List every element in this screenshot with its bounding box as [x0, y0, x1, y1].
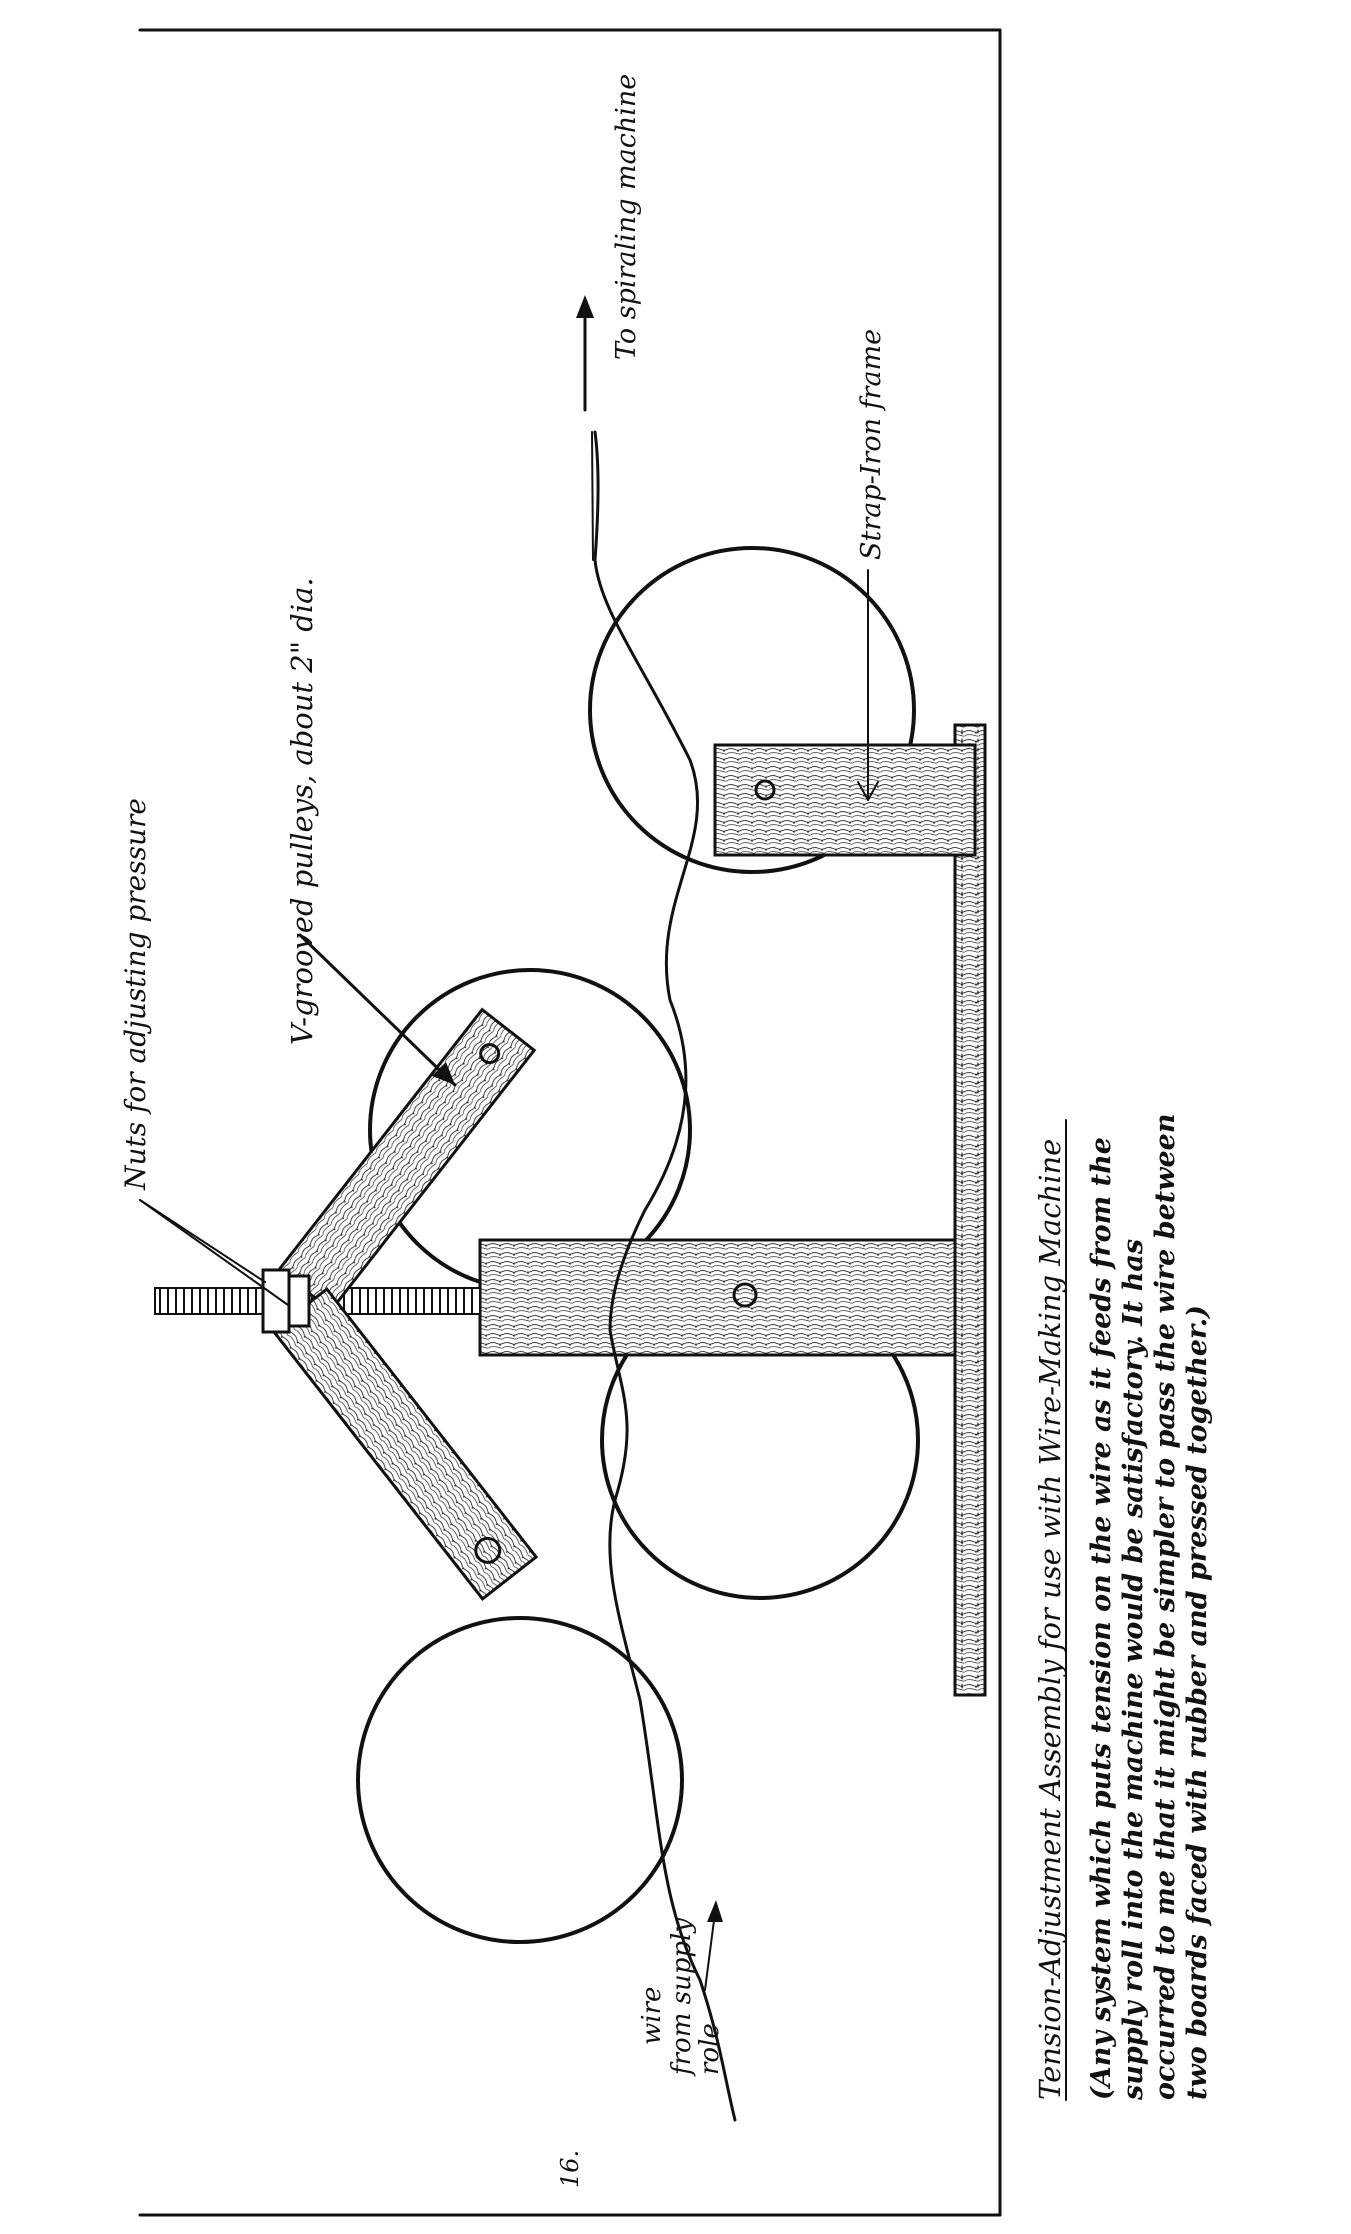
caption-note-line-1: (Any system which puts tension on the wire as it feeds from the [1086, 1137, 1117, 2100]
pulley-leader-line [300, 935, 455, 1085]
caption-note-line-3: occurred to me that it might be simpler to pass the wire between [1150, 1113, 1181, 2100]
label-nuts: Nuts for adjusting pressure [119, 798, 152, 1190]
label-strap-iron-frame: Strap-Iron frame [856, 328, 887, 560]
adjusting-nuts [263, 1270, 309, 1332]
caption-note-line-2: supply roll into the machine would be satisfactory. It has [1118, 1238, 1149, 2100]
pulley-left [358, 1618, 682, 1942]
page-number: 16. [556, 2149, 584, 2188]
label-wire-from-2: from supply [667, 1917, 697, 2075]
caption-title: Tension-Adjustment Assembly for use with Wire-Making Machine [1033, 1138, 1067, 2100]
label-wire-from-3: role [695, 2023, 725, 2075]
caption-note-line-4: two boards faced with rubber and pressed together.) [1182, 1305, 1213, 2100]
strap-iron-frame [955, 725, 985, 1695]
right-support-board [715, 745, 975, 855]
label-to-spiraling: To spiraling machine [611, 73, 642, 360]
to-spiraling-arrow [576, 295, 594, 410]
middle-support-board [480, 1240, 955, 1355]
label-wire-from-1: wire [637, 1986, 667, 2045]
label-pulleys: V-grooved pulleys, about 2" dia. [285, 577, 319, 1045]
